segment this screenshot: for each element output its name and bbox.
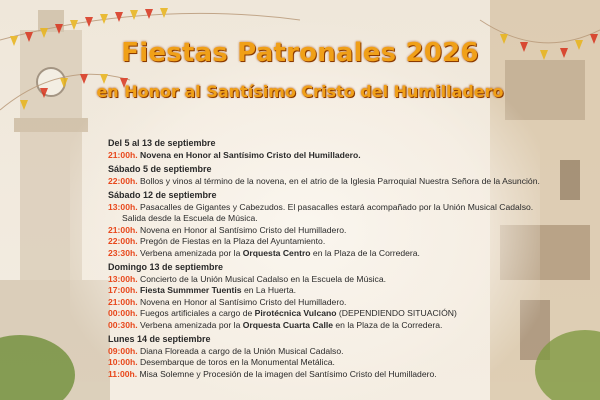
- event-description: Bollos y vinos al término de la novena, en el atrio de la Iglesia Parroquial Nuestra Señora de la Asunción.: [140, 175, 540, 186]
- event-description: Novena en Honor al Santísimo Cristo del Humilladero.: [140, 224, 347, 235]
- event-row: [108, 225, 538, 237]
- schedule-day: [108, 334, 538, 380]
- day-heading: Lunes 14 de septiembre: [108, 334, 211, 344]
- event-row: [108, 236, 538, 248]
- event-row: [108, 285, 538, 297]
- event-row: Salida desde la Escuela de Música.: [122, 213, 258, 223]
- event-description: Desembarque de toros en la Monumental Metálica.: [140, 357, 335, 367]
- event-time: 13:00h.: [108, 201, 138, 212]
- day-heading: Sábado 5 de septiembre: [108, 164, 212, 174]
- day-heading: Domingo 13 de septiembre: [108, 262, 224, 272]
- event-highlight: Novena en Honor al Santísimo Cristo del Humilladero.: [140, 149, 361, 160]
- event-row: [108, 369, 538, 381]
- event-time: 10:00h.: [108, 357, 138, 367]
- event-row: [108, 357, 538, 369]
- event-row: [108, 248, 538, 260]
- event-description-tail: en La Huerta.: [241, 285, 297, 295]
- event-row: [108, 297, 538, 309]
- event-description-tail: en la Plaza de la Corredera.: [333, 319, 443, 330]
- event-time: 22:00h.: [108, 175, 138, 186]
- event-time: 00:00h.: [108, 308, 138, 318]
- event-description-tail: en la Plaza de la Corredera.: [310, 247, 420, 258]
- event-row: [108, 150, 538, 162]
- event-description: Verbena amenizada por la: [140, 247, 243, 258]
- event-highlight: Pirotécnica Vulcano: [254, 308, 337, 318]
- event-time: 21:00h.: [108, 149, 138, 160]
- event-row: [108, 202, 538, 214]
- event-description: Novena en Honor al Santísimo Cristo del Humilladero.: [140, 296, 347, 307]
- event-highlight: Fiesta Summmer Tuentis: [140, 285, 242, 295]
- event-description-tail: (DEPENDIENDO SITUACIÓN): [336, 308, 457, 318]
- schedule-day: [108, 138, 538, 161]
- event-time: 23:30h.: [108, 247, 138, 258]
- event-time: 09:00h.: [108, 345, 138, 356]
- event-description: Pregón de Fiestas en la Plaza del Ayuntamiento.: [140, 236, 326, 246]
- event-description: Verbena amenizada por la: [140, 319, 243, 330]
- event-time: 21:00h.: [108, 296, 138, 307]
- event-row: [108, 346, 538, 358]
- schedule-day: [108, 262, 538, 331]
- event-time: 13:00h.: [108, 273, 138, 284]
- event-description: Concierto de la Unión Musical Cadalso en la Escuela de Música.: [140, 273, 387, 284]
- event-row: [108, 320, 538, 332]
- event-description: Misa Solemne y Procesión de la imagen del Santísimo Cristo del Humilladero.: [139, 368, 437, 379]
- page-subtitle: en Honor al Santísimo Cristo del Humilladero: [96, 82, 504, 101]
- event-time: 17:00h.: [108, 285, 138, 295]
- schedule-day: [108, 190, 538, 259]
- event-time: 00:30h.: [108, 319, 138, 330]
- event-time: 21:00h.: [108, 224, 138, 235]
- event-row: [108, 176, 538, 188]
- schedule-day: [108, 164, 538, 187]
- program-schedule: [108, 138, 538, 383]
- event-time: 22:00h.: [108, 236, 138, 246]
- day-heading: Sábado 12 de septiembre: [108, 190, 217, 200]
- event-time: 11:00h.: [108, 368, 138, 379]
- event-highlight: Orquesta Centro: [242, 247, 311, 258]
- event-description: Pasacalles de Gigantes y Cabezudos. El pasacalles estará acompañado por la Unión Musical Cadalso.: [140, 201, 534, 212]
- page-title: Fiestas Patronales 2026: [121, 38, 479, 68]
- event-highlight: Orquesta Cuarta Calle: [242, 319, 333, 330]
- day-heading: Del 5 al 13 de septiembre: [108, 138, 216, 148]
- event-row: [108, 274, 538, 286]
- event-description: Fuegos artificiales a cargo de: [140, 308, 255, 318]
- event-row: [108, 308, 538, 320]
- event-description: Diana Floreada a cargo de la Unión Musical Cadalso.: [140, 345, 344, 356]
